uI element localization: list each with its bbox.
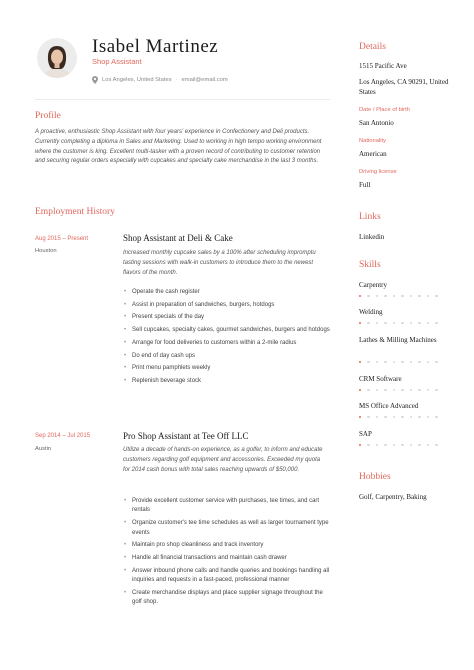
skill-name: CRM Software <box>359 375 402 383</box>
skills-heading: Skills <box>359 260 381 270</box>
job-title-heading: Shop Assistant at Deli & Cake <box>123 233 233 243</box>
address-line-2: Los Angeles, CA 90291, United States <box>359 78 449 96</box>
skill-dot <box>359 295 361 297</box>
list-item: • Create merchandise displays and place supplier signage throughout the golf shop. <box>123 589 333 608</box>
dob-value: San Antonio <box>359 119 394 127</box>
skill-level-dots <box>359 389 438 391</box>
skill-dot <box>393 361 395 363</box>
skill-dot <box>427 444 429 446</box>
skill-dot <box>376 322 378 324</box>
skill-dot <box>401 416 403 418</box>
location-pin-icon <box>92 76 98 84</box>
linkedin-link[interactable]: Linkedin <box>359 233 385 241</box>
nationality-value: American <box>359 150 387 158</box>
list-item: • Print menu pamphlets weekly <box>123 364 333 373</box>
links-heading: Links <box>359 212 381 222</box>
profile-heading: Profile <box>35 111 61 121</box>
skill-dot <box>427 295 429 297</box>
avatar <box>37 38 77 78</box>
skill-dot <box>384 444 386 446</box>
skill-level-dots <box>359 444 438 446</box>
nationality-label: Nationality <box>359 138 387 144</box>
skill-dot <box>401 361 403 363</box>
skill-dot <box>418 389 420 391</box>
skill-dot <box>367 389 369 391</box>
skill-dot <box>376 361 378 363</box>
license-value: Full <box>359 181 371 189</box>
skill-name: Lathes & Milling Machines <box>359 336 437 344</box>
skill-dot <box>367 444 369 446</box>
list-item: • Provide excellent customer service with purchases, tee times, and cart rentals <box>123 497 333 516</box>
job-date: Aug 2015 – Present <box>35 236 89 242</box>
skill-dot <box>384 322 386 324</box>
contact-line <box>92 76 228 84</box>
skill-dot <box>435 444 437 446</box>
skill-dot <box>393 389 395 391</box>
skill-name: Carpentry <box>359 281 387 289</box>
skill-name: MS Office Advanced <box>359 402 419 410</box>
skill-dot <box>427 389 429 391</box>
list-item: • Replenish beverage stock <box>123 377 333 386</box>
skill-dot <box>410 295 412 297</box>
skill-dot <box>393 416 395 418</box>
skill-dot <box>401 295 403 297</box>
list-item: • Assist in preparation of sandwiches, burgers, hotdogs <box>123 301 333 310</box>
list-item: • Answer inbound phone calls and handle queries and bookings handling all inquiries and requests in a fast-paced, professional manner <box>123 567 333 586</box>
list-item: • Operate the cash register <box>123 288 333 297</box>
list-item: • Handle all financial transactions and maintain cash drawer <box>123 554 333 563</box>
skill-dot <box>359 322 361 324</box>
skill-dot <box>435 416 437 418</box>
address-line-1: 1515 Pacific Ave <box>359 62 407 70</box>
list-item: • Sell cupcakes, specialty cakes, gourmet sandwiches, burgers and hotdogs <box>123 326 333 335</box>
skill-dot <box>376 444 378 446</box>
skill-dot <box>393 444 395 446</box>
skill-level-dots <box>359 322 438 324</box>
skill-dot <box>384 416 386 418</box>
skill-dot <box>401 389 403 391</box>
employment-heading: Employment History <box>35 207 115 217</box>
skill-dot <box>401 322 403 324</box>
skill-dot <box>418 322 420 324</box>
job-bullet-list <box>123 288 333 390</box>
location-text: Los Angeles, United States <box>102 77 172 83</box>
skill-dot <box>418 444 420 446</box>
skill-dot <box>367 361 369 363</box>
dob-label: Date / Place of birth <box>359 107 410 113</box>
profile-text: A proactive, enthusiastic Shop Assistant with four years' experience in Confectionery and Deli products. Currently completing a diploma in Sales and Marketing. Used to working in high tempo working environment where the customer is king. Excellent multi-tasker with a proven record of contributing to customer retention and securing regular orders especially with cupcakes and specialty cake merchandise in the last 3 months. <box>35 129 322 165</box>
skill-level-dots <box>359 361 438 363</box>
skill-dot <box>359 444 361 446</box>
job-description: Utilize a decade of hands-on experience, as a golfer, to inform and educate customers regarding golf equipment and accessories. Exceeded my quota for 2014 cash bonus with total sales reaching upwards of $50,000. <box>123 447 323 473</box>
full-name: Isabel Martinez <box>92 36 219 57</box>
skill-name: Welding <box>359 308 383 316</box>
skill-level-dots <box>359 295 438 297</box>
list-item: • Organize customer's tee time schedules as well as larger tournament type events <box>123 519 333 538</box>
skill-dot <box>359 361 361 363</box>
list-item: • Maintain pro shop cleanliness and track inventory <box>123 541 333 550</box>
contact-separator: · <box>175 77 178 83</box>
skill-dot <box>427 322 429 324</box>
skill-dot <box>427 361 429 363</box>
skill-dot <box>393 295 395 297</box>
skill-dot <box>393 322 395 324</box>
job-bullet-list <box>123 497 333 611</box>
skill-dot <box>410 361 412 363</box>
skill-level-dots <box>359 416 438 418</box>
job-location: Austin <box>35 446 52 452</box>
skill-dot <box>367 295 369 297</box>
details-heading: Details <box>359 42 386 52</box>
skill-dot <box>410 416 412 418</box>
skill-dot <box>410 322 412 324</box>
list-item: • Arrange for food deliveries to customers within a 2-mile radius <box>123 339 333 348</box>
hobbies-text: Golf, Carpentry, Baking <box>359 493 427 501</box>
list-item: • Do end of day cash ups <box>123 352 333 361</box>
skill-dot <box>435 322 437 324</box>
skill-dot <box>376 416 378 418</box>
header-divider <box>35 99 330 100</box>
skill-dot <box>384 389 386 391</box>
skill-dot <box>359 389 361 391</box>
skill-dot <box>435 295 437 297</box>
job-title: Shop Assistant <box>92 57 142 66</box>
job-location: Houston <box>35 248 57 254</box>
license-label: Driving license <box>359 169 397 175</box>
skill-name: SAP <box>359 430 372 438</box>
skill-dot <box>410 444 412 446</box>
skill-dot <box>367 416 369 418</box>
skill-dot <box>435 389 437 391</box>
skill-dot <box>384 295 386 297</box>
job-title-heading: Pro Shop Assistant at Tee Off LLC <box>123 431 249 441</box>
skill-dot <box>418 416 420 418</box>
skill-dot <box>435 361 437 363</box>
skill-dot <box>376 389 378 391</box>
skill-dot <box>427 416 429 418</box>
job-date: Sep 2014 – Jul 2015 <box>35 433 91 439</box>
job-description: Increased monthly cupcake sales by a 100% after scheduling impromptu tasting sessions with walk-in customers to introduce them to the newest flavors of the month. <box>123 250 316 276</box>
skill-dot <box>418 295 420 297</box>
skill-dot <box>367 322 369 324</box>
skill-dot <box>359 416 361 418</box>
skill-dot <box>418 361 420 363</box>
hobbies-heading: Hobbies <box>359 472 391 482</box>
email-link[interactable]: email@email.com <box>181 77 228 83</box>
skill-dot <box>410 389 412 391</box>
skill-dot <box>401 444 403 446</box>
list-item: • Present specials of the day <box>123 313 333 322</box>
skill-dot <box>376 295 378 297</box>
skill-dot <box>384 361 386 363</box>
